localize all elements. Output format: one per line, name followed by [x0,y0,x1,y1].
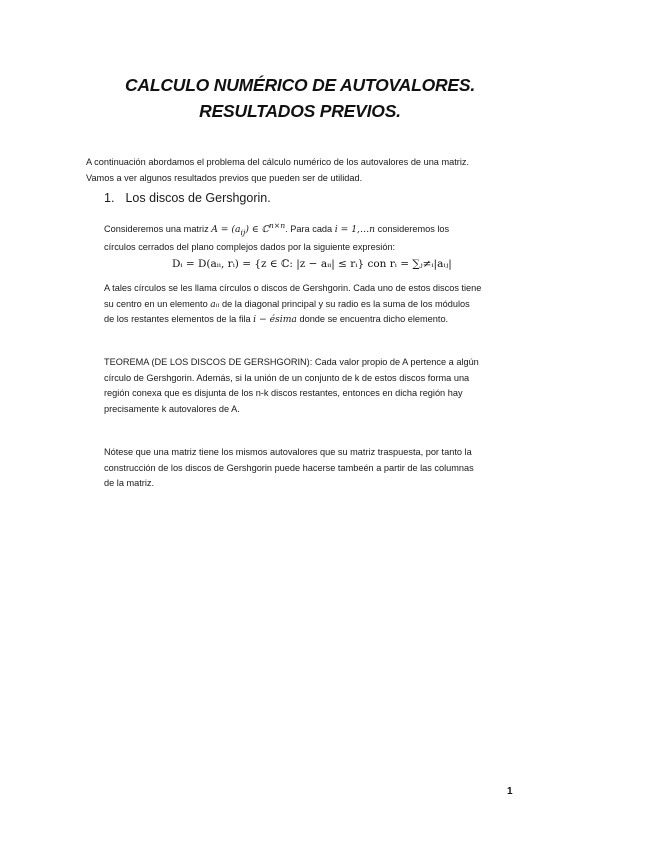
text-span: consideremos los [377,224,450,235]
theorem-line-3: región conexa que es disjunta de los n-k discos restantes, entonces en dicha región hay [104,388,463,398]
matrix-definition-line-1 [104,218,524,240]
discs-line-3 [104,312,524,328]
intro-line-1: A continuación abordamos el problema del cálculo numérico de los autovalores de una matriz. [86,157,470,167]
math-superscript: n×n [268,221,286,230]
discs-description-paragraph [104,281,524,328]
note-line-2: construcción de los discos de Gershgorin puede hacerse tambeén a partir de las columnas [104,462,474,473]
math-subscript: ij [240,227,246,237]
matrix-expression [211,221,286,237]
math-span: ) ∈ ℂ [245,224,269,236]
theorem-line-4: precisamente k autovalores de A. [104,403,240,414]
section-title: Los discos de Gershgorin. [125,191,271,205]
text-span: de la diagonal principal y su radio es la suma de los módulos [222,298,470,309]
matrix-definition-paragraph [104,218,524,256]
page-title-line-1: CALCULO NUMÉRICO DE AUTOVALORES. [124,75,476,95]
text-span: su centro en un elemento [104,298,208,309]
math-span: A = (a [211,224,241,236]
intro-line-2: Vamos a ver algunos resultados previos que pueden ser de utilidad. [86,172,363,183]
index-expression: i = 1,…n [334,224,376,236]
discs-line-1: A tales círculos se les llama círculos o discos de Gershgorin. Cada uno de estos discos tiene [104,283,482,293]
discs-line-2 [104,297,524,313]
page-title-line-2: RESULTADOS PREVIOS. [199,101,401,121]
note-line-3: de la matriz. [104,478,155,488]
text-span: de los restantes elementos de la fila [104,314,251,324]
page-number: 1 [507,786,513,797]
theorem-paragraph [104,355,524,417]
text-span: donde se encuentra dicho elemento. [299,314,449,324]
gershgorin-formula: Dᵢ = D(aᵢᵢ, rᵢ) = {z ∈ ℂ: |z − aᵢᵢ| ≤ rᵢ} con rᵢ = ∑ⱼ≠ᵢ|aᵢⱼ| [172,258,452,270]
intro-paragraph [86,155,526,186]
section-number: 1. [104,191,115,205]
theorem-line-1: TEOREMA (DE LOS DISCOS DE GERSHGORIN): Cada valor propio de A pertence a algún [104,357,479,367]
text-span: Consideremos una matriz [104,224,209,235]
section-heading [104,191,271,205]
text-span: . Para cada [285,224,333,235]
math-span: aᵢᵢ [210,298,220,310]
theorem-line-2: círculo de Gershgorin. Además, si la unión de un conjunto de k de estos discos forma una [104,372,470,383]
math-span: i − ésima [253,314,297,325]
note-line-1: Nótese que una matriz tiene los mismos autovalores que su matriz traspuesta, por tanto la [104,447,472,457]
matrix-definition-line-2: círculos cerrados del plano complejos dados por la siguiente expresión: [104,242,396,253]
note-paragraph [104,445,524,492]
